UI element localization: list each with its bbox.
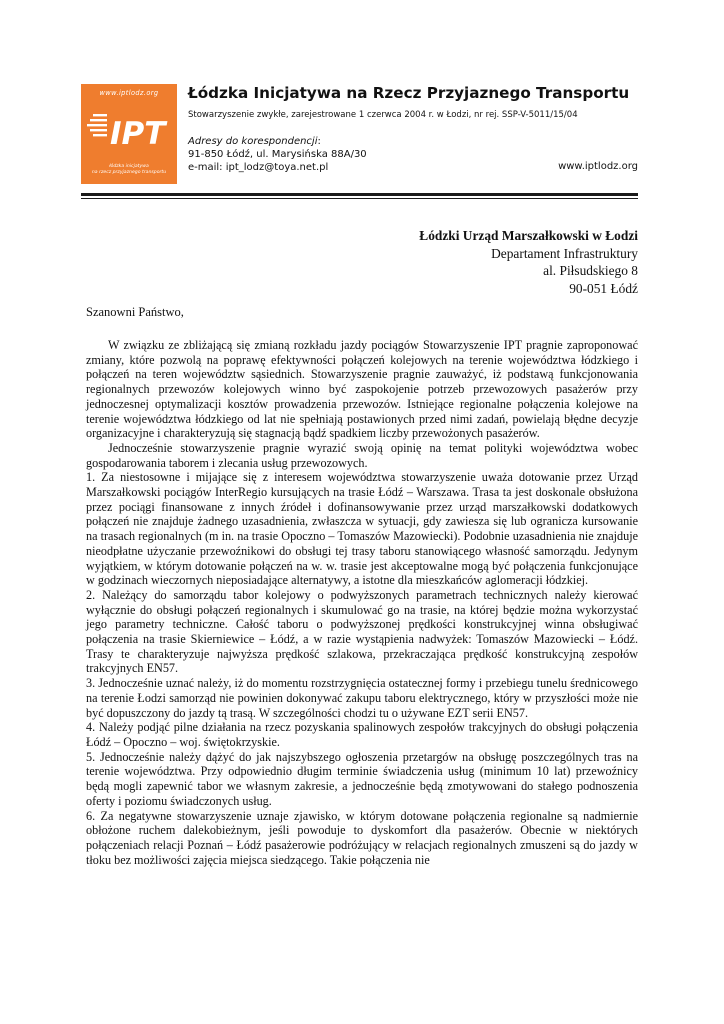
letter-body <box>86 338 638 867</box>
logo-tagline-line1: łódzka inicjatywa <box>109 164 149 169</box>
paragraph-policy: Jednocześnie stowarzyszenie pragnie wyrazić swoją opinię na temat polityki województwa wobec gospodarowania taborem i zlecania usług przewozowych. <box>86 440 638 470</box>
point-5: 5. Jednocześnie należy dążyć do jak najszybszego ogłoszenia przetargów na obsługę poszczególnych tras na terenie województwa. Przy odpowiednio długim terminie świadczenia usług (minimum 10 lat) przewoźnicy będą mogli zapewnić tabor we własnym zakresie, a jednocześnie będą zmotywowani do stałego podnoszenia oferty i poziomu świadczonych usług. <box>86 749 638 808</box>
postal-address: 91-850 Łódź, ul. Marysińska 88A/30 <box>188 149 367 160</box>
recipient-department: Departament Infrastruktury <box>491 245 638 261</box>
recipient-street: al. Piłsudskiego 8 <box>543 263 638 278</box>
recipient-name: Łódzki Urząd Marszałkowski w Łodzi <box>419 228 638 243</box>
point-1: 1. Za niestosowne i mijające się z interesem województwa stowarzyszenie uważa dotowanie przez Urząd Marszałkowski pociągów InterRegio kursujących na trasie Łódź – Warszawa. Trasa ta jest doskonale obsłużona przez pociągi finansowane z innych źródeł i dofinansowywanie przez urząd marszałkowski dodatkowych połączeń nie znajduje żadnego uzasadnienia, zwłaszcza w sytuacji, gdy zawiesza się lub ogranicza kursowanie na trasach regionalnych (m in. na trasie Opoczno – Tomaszów Mazowiecki). Podobnie uzasadnienia nie znajduje nieodpłatne użyczanie przewoźnikowi do obsługi tej trasy taboru stanowiącego własność samorządu. Jedynym wyjątkiem, w którym dotowanie połączeń na w. w. trasie jest akceptowalne mogą być połączenia funkcjonujące w godzinach wieczornych nieposiadające alternatywy, a istotne dla mieszkańców aglomeracji łódzkiej. <box>86 470 638 588</box>
organization-title: Łódzka Inicjatywa na Rzecz Przyjaznego Transportu <box>188 84 630 102</box>
logo-tagline-line2: na rzecz przyjaznego transportu <box>91 170 167 175</box>
website-link[interactable]: www.iptlodz.org <box>558 161 638 172</box>
email-address: e-mail: ipt_lodz@toya.net.pl <box>188 162 329 173</box>
point-3: 3. Jednocześnie uznać należy, iż do momentu rozstrzygnięcia ostatecznej formy i przebiegu tunelu średnicowego na terenie Łodzi samorząd nie powinien dokonywać zakupu taboru elektrycznego, który w przyszłości może nie być dopuszczony do jazdy tą trasą. W szczególności chodzi tu o używane EZT serii EN57. <box>86 676 638 720</box>
point-6: 6. Za negatywne stowarzyszenie uznaje zjawisko, w którym dotowane połączenia regionalne są nadmiernie obłożone ruchem dalekobieżnym, jeśli powoduje to dyskomfort dla pasażerów. Obecnie w niektórych połączeniach relacji Poznań – Łódź pasażerowie podróżujący w relacjach regionalnych zmuszeni są do jazdy w tłoku bez możliwości zajęcia miejsca siedzącego. Takie połączenia nie <box>86 808 638 867</box>
correspondence-colon: : <box>317 136 321 147</box>
ipt-logo <box>81 84 177 184</box>
logo-tagline <box>81 164 177 176</box>
recipient-city: 90-051 Łódź <box>569 280 638 296</box>
paragraph-intro: W związku ze zbliżającą się zmianą rozkładu jazdy pociągów Stowarzyszenie IPT pragnie zaproponować zmiany, które pozwolą na poprawę efektywności połączeń kolejowych na terenie województwa łódzkiego i połączeń na teren województw sąsiednich. Stowarzyszenie pragnie zauważyć, iż podstawą funkcjonowania regionalnych przewozów kolejowych winno być zaspokojenie potrzeb przewozowych pasażerów przy jednoczesnej optymalizacji kosztów prowadzenia przewozów. Istniejące regionalne połączenia kolejowe na terenie województwa łódzkiego od lat nie spełniają postawionych przed nimi zadań, powielają błędne decyzje organizacyjne i charakteryzują się stagnacją bądź spadkiem liczby przewożonych pasażerów. <box>86 338 638 441</box>
header-divider-thin <box>81 198 638 199</box>
salutation: Szanowni Państwo, <box>86 305 184 319</box>
logo-mark-text: IPT <box>110 116 166 152</box>
correspondence-label: Adresy do korespondencji <box>188 136 318 147</box>
header-divider-thick <box>81 193 638 196</box>
recipient-address <box>340 227 638 297</box>
point-4: 4. Należy podjąć pilne działania na rzecz pozyskania spalinowych zespołów trakcyjnych do obsługi połączenia Łódź – Opoczno – woj. świętokrzyskie. <box>86 720 638 749</box>
organization-registration: Stowarzyszenie zwykłe, zarejestrowane 1 czerwca 2004 r. w Łodzi, nr rej. SSP-V-5011/15/04 <box>188 110 578 120</box>
point-2: 2. Należący do samorządu tabor kolejowy o podwyższonych parametrach technicznych należy kierować wyłącznie do obsługi połączeń regionalnych i skumulować go na trasie, na której będzie można wykorzystać jego parametry techniczne. Całość taboru o podwyższonej prędkości konstrukcyjnej winna obsługiwać połączenia na trasie Skierniewice – Łódź, a w razie wystąpienia nadwyżek: Tomaszów Mazowiecki – Łódź. Trasy te charakteryzuje najwyższa prędkość szlakowa, przekraczająca prędkość konstrukcyjną zespołów trakcyjnych EN57. <box>86 587 638 676</box>
correspondence-label-line <box>188 135 367 148</box>
ipt-logo-mark <box>81 106 177 162</box>
correspondence-block <box>188 135 367 174</box>
logo-url: www.iptlodz.org <box>99 89 159 97</box>
